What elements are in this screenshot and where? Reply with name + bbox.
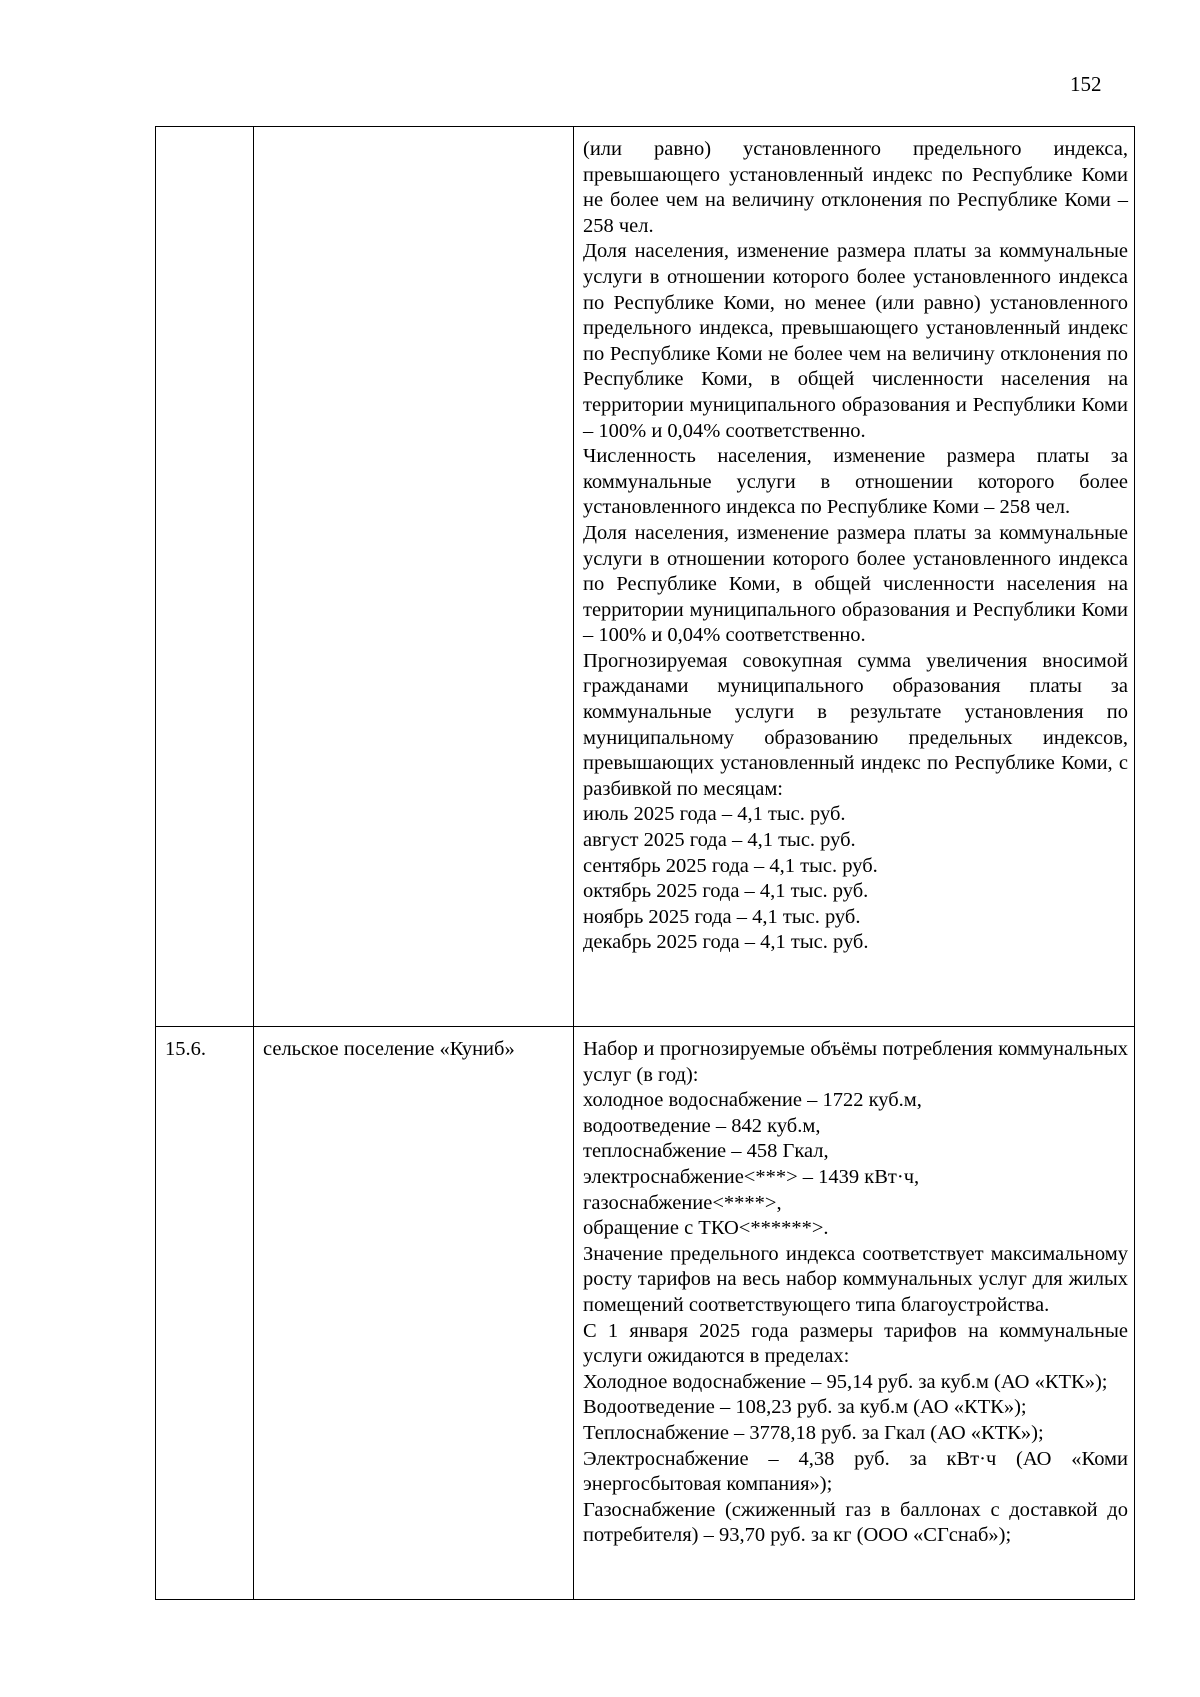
paragraph-tariffs-intro: С 1 января 2025 года размеры тарифов на коммунальные услуги ожидаются в пределах:: [583, 1319, 1128, 1368]
tariff-line: Теплоснабжение – 3778,18 руб. за Гкал (АО «КТК»);: [583, 1421, 1044, 1444]
month-line: август 2025 года – 4,1 тыс. руб.: [583, 829, 856, 852]
service-line: обращение с ТКО<******>.: [583, 1217, 829, 1240]
paragraph-population-above-index: Численность населения, изменение размера платы за коммунальные услуги в отношении которого более установленного индекса по Республике Коми – 258 чел.: [583, 445, 1128, 519]
service-line: газоснабжение<****>,: [583, 1191, 782, 1214]
table-row: [156, 127, 1135, 1027]
content-cell: [574, 1027, 1135, 1600]
month-line: сентябрь 2025 года – 4,1 тыс. руб.: [583, 854, 878, 877]
month-line: июль 2025 года – 4,1 тыс. руб.: [583, 803, 846, 826]
paragraph-population-limit: (или равно) установленного предельного индекса, превышающего установленный индекс по Республике Коми не более чем на величину отклонения по Республике Коми – 258 чел.: [583, 138, 1128, 237]
paragraph-forecast-sum: Прогнозируемая совокупная сумма увеличения вносимой гражданами муниципального образования платы за коммунальные услуги в результате установления по муниципальному образованию предельных индексов, превышающих установленный индекс по Республике Коми, с разбивкой по месяцам:: [583, 649, 1128, 800]
tariff-line: Электроснабжение – 4,38 руб. за кВт·ч (АО «Коми энергосбытовая компания»);: [583, 1447, 1128, 1496]
document-table: [155, 126, 1135, 1600]
row-number-cell: [156, 127, 254, 1027]
paragraph-population-share-above-index: Доля населения, изменение размера платы за коммунальные услуги в отношении которого более установленного индекса по Республике Коми, в общей численности населения на территории муниципального образования и Республики Коми – 100% и 0,04% соответственно.: [583, 521, 1128, 647]
municipality-name-cell: [254, 127, 574, 1027]
tariff-line: Водоотведение – 108,23 руб. за куб.м (АО «КТК»);: [583, 1396, 1027, 1419]
tariff-line: Холодное водоснабжение – 95,14 руб. за куб.м (АО «КТК»);: [583, 1370, 1108, 1393]
month-line: ноябрь 2025 года – 4,1 тыс. руб.: [583, 905, 861, 928]
row-number-cell: 15.6.: [156, 1027, 254, 1600]
service-line: холодное водоснабжение – 1722 куб.м,: [583, 1089, 922, 1112]
month-line: октябрь 2025 года – 4,1 тыс. руб.: [583, 880, 869, 903]
municipality-name-cell: сельское поселение «Куниб»: [254, 1027, 574, 1600]
paragraph-population-share-limit: Доля населения, изменение размера платы за коммунальные услуги в отношении которого более установленного индекса по Республике Коми, но менее (или равно) установленного предельного индекса, превышающего установленный индекс по Республике Коми не более чем на величину отклонения по Республике Коми, в общей численности населения на территории муниципального образования и Республики Коми – 100% и 0,04% соответственно.: [583, 240, 1128, 442]
month-line: декабрь 2025 года – 4,1 тыс. руб.: [583, 931, 869, 954]
service-line: теплоснабжение – 458 Гкал,: [583, 1140, 829, 1163]
page-number: 152: [1070, 72, 1102, 96]
tariff-line: Газоснабжение (сжиженный газ в баллонах с доставкой до потребителя) – 93,70 руб. за кг (ООО «СГснаб»);: [583, 1498, 1128, 1547]
service-line: электроснабжение<***> – 1439 кВт·ч,: [583, 1165, 920, 1188]
service-line: водоотведение – 842 куб.м,: [583, 1114, 821, 1137]
paragraph-index-value: Значение предельного индекса соответствует максимальному росту тарифов на весь набор коммунальных услуг для жилых помещений соответствующего типа благоустройства.: [583, 1242, 1128, 1316]
paragraph-services-intro: Набор и прогнозируемые объёмы потребления коммунальных услуг (в год):: [583, 1038, 1128, 1086]
content-cell: [574, 127, 1135, 1027]
table-row: [156, 1027, 1135, 1600]
